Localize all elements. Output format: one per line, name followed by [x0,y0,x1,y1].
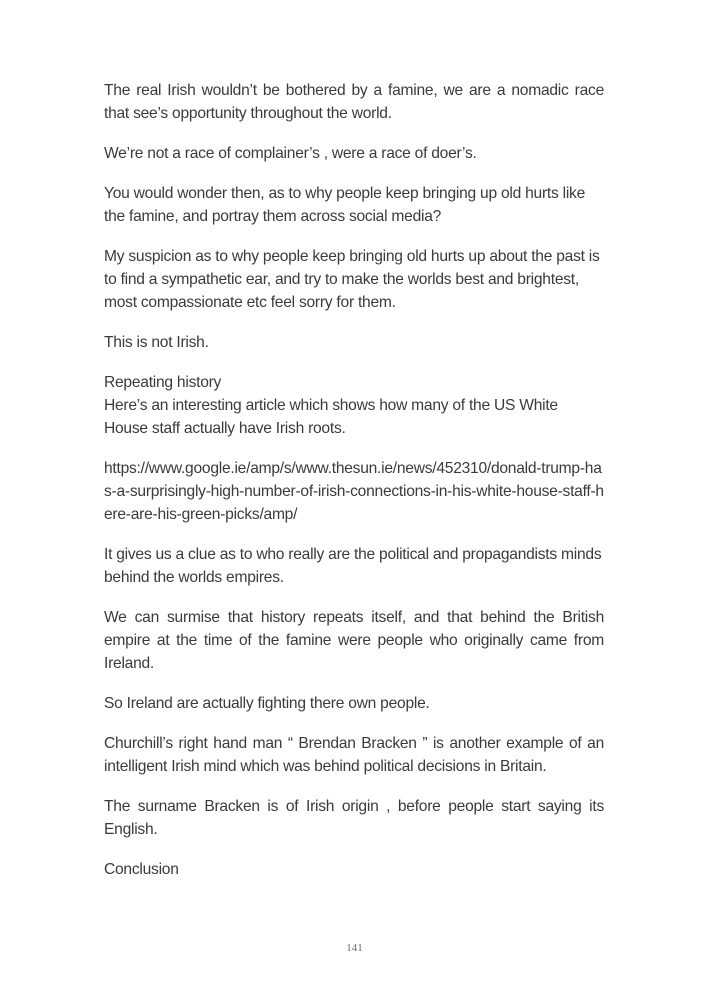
paragraph-famine: The real Irish wouldn’t be bothered by a famine, we are a nomadic race that see’s opportunity throughout the world. [104,82,604,122]
paragraph-surname: The surname Bracken is of Irish origin , before people start saying its English. [104,798,604,838]
paragraph-fighting: So Ireland are actually fighting there own people. [104,695,430,712]
paragraph-surmise: We can surmise that history repeats itself, and that behind the British empire at the time of the famine were people who originally came from Ireland. [104,609,604,672]
section-heading: Repeating history [104,374,222,391]
article-url[interactable]: https://www.google.ie/amp/s/www.thesun.ie/news/452310/donald-trump-has-a-surprisingly-high-number-of-irish-connections-in-his-white-house-staff-here-are-his-green-picks/amp/ [104,460,604,523]
paragraph-doers: We’re not a race of complainer’s , were a race of doer’s. [104,145,477,162]
section-intro: Here’s an interesting article which shows how many of the US White House staff actually have Irish roots. [104,397,558,437]
paragraph-not-irish: This is not Irish. [104,334,209,351]
paragraph-suspicion: My suspicion as to why people keep bringing old hurts up about the past is to find a sympathetic ear, and try to make the worlds best and brightest, most compassionate etc feel sorry for them. [104,248,600,311]
paragraph-old-hurts: You would wonder then, as to why people keep bringing up old hurts like the famine, and portray them across social media? [104,185,586,225]
paragraph-churchill: Churchill’s right hand man “ Brendan Bracken ” is another example of an intelligent Irish mind which was behind political decisions in Britain. [104,735,604,775]
paragraph-clue: It gives us a clue as to who really are the political and propagandists minds behind the worlds empires. [104,546,602,586]
document-body [104,79,604,898]
page-number: 141 [346,942,363,954]
section-repeating-history [104,371,604,440]
conclusion-heading: Conclusion [104,861,179,878]
